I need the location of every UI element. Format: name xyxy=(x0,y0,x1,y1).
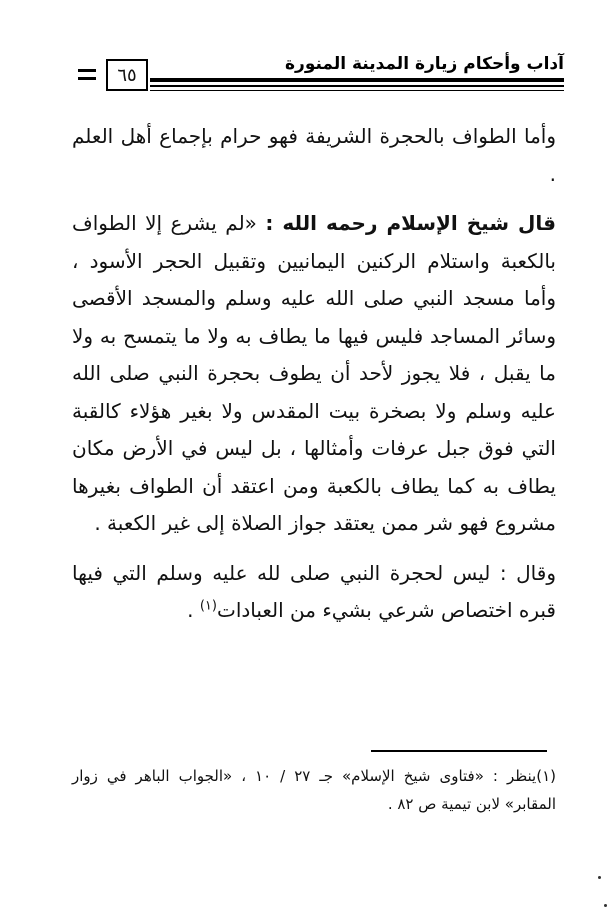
hujrah-end: . xyxy=(187,598,200,622)
main-text xyxy=(72,118,556,630)
paragraph-ijma: وأما الطواف بالحجرة الشريفة فهو حرام بإجماع أهل العلم . xyxy=(72,124,556,186)
paragraph-ibn-taymiyyah-quote xyxy=(72,205,556,543)
quote-text: «لم يشرع إلا الطواف بالكعبة واستلام الركنين اليمانيين وتقبيل الحجر الأسود ، وأما مسجد النبي صلى الله عليه وسلم والمسجد الأقصى وسائر المساجد فليس فيها ما يطاف به ولا ما يتمسح به ولا ما يقبل ، فلا يجوز لأحد أن يطوف بحجرة النبي صلى الله عليه وسلم ولا بصخرة بيت المقدس ولا بغير هؤلاء كالقبة التي فوق جبل عرفات وأمثالها ، بل ليس في الأرض مكان يطاف به كما يطاف بالكعبة ومن اعتقد أن الطواف بغيرها مشروع فهو شر ممن يعتقد جواز الصلاة إلى غير الكعبة . xyxy=(72,211,556,535)
scan-speck xyxy=(598,876,601,879)
footnote: (١)ينظر : «فتاوى شيخ الإسلام» جـ ٢٧ / ١٠ ، «الجواب الباهر في زوار المقابر» لابن تيمية ص ٨٢ . xyxy=(72,767,556,813)
scan-speck xyxy=(604,904,607,907)
page-number: ٦٥ xyxy=(106,59,148,91)
hujrah-text: وقال : ليس لحجرة النبي صلى لله عليه وسلم التي فيها قبره اختصاص شرعي بشيء من العبادات xyxy=(72,560,556,622)
footnote-separator xyxy=(371,750,547,752)
paragraph-hujrah xyxy=(72,555,556,630)
running-header-title: آداب وأحكام زيارة المدينة المنورة xyxy=(285,54,564,74)
header-ornament xyxy=(78,69,96,82)
header-rule xyxy=(150,78,564,91)
footnote-reference: (١) xyxy=(199,598,217,614)
quote-attribution: قال شيخ الإسلام رحمه الله : xyxy=(265,211,556,235)
